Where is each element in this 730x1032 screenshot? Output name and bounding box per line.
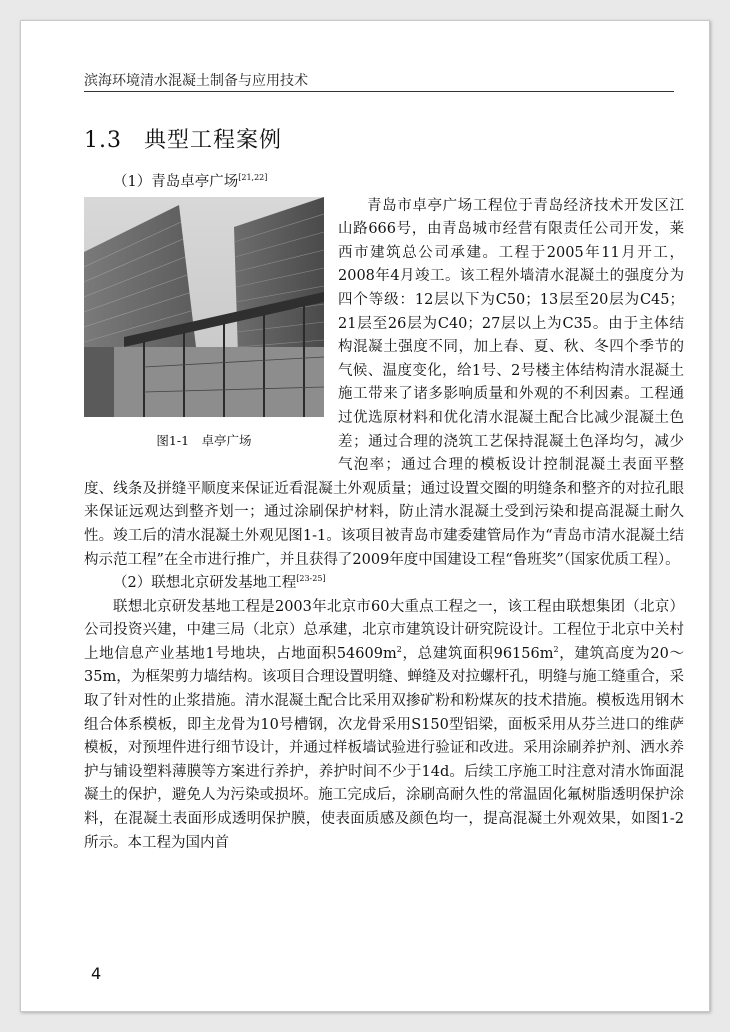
case1-reference: [21,22] bbox=[238, 173, 268, 183]
section-number: 1.3 bbox=[84, 128, 122, 153]
section-heading: 典型工程案例 bbox=[144, 128, 283, 153]
case2-reference: [23-25] bbox=[296, 574, 326, 584]
header-rule bbox=[84, 91, 674, 92]
zhuoting-plaza-photo bbox=[84, 197, 324, 417]
section-title bbox=[84, 123, 282, 154]
figure-1-1-caption: 图1-1 卓亭广场 bbox=[156, 432, 252, 448]
case2-heading: （2）联想北京研发基地工程[23-25] bbox=[113, 574, 326, 592]
running-header: 滨海环境清水混凝土制备与应用技术 bbox=[84, 73, 308, 89]
case1-paragraph: 图1-1 卓亭广场 青岛市卓亭广场工程位于青岛经济技术开发区江山路666号，由青岛城市经营有限责任公司开发，莱西市建筑总公司承建。工程于2005年11月开工，2008年4月竣工。该工程外墙清水混凝土的强度分为四个等级：12层以下为C50；13层至20层为C45；21层至26层为C40；27层以上为C35。由于主体结构混凝土强度不同，加上春、夏、秋、冬四个季节的气候、温度变化，给1号、2号楼主体结构清水混凝土施工带来了诸多影响质量和外观的不利因素。工程通过优选原材料和优化清水混凝土配合比减少混凝土色差；通过合理的浇筑工艺保持混凝土色泽均匀，减少气泡率；通过合理的模板设计控制混凝土表面平整度、线条及拼缝平顺度来保证近看混凝土外观质量；通过设置交圈的明缝条和整齐的对拉孔眼来保证远观达到整齐划一；通过涂刷保护材料，防止清水混凝土受到污染和提高混凝土耐久性。竣工后的清水混凝土外观见图1-1。该项目被青岛市建委建管局作为“青岛市清水混凝土结构示范工程”在全市进行推广，并且获得了2009年度中国建设工程“鲁班奖”（国家优质工程）。 bbox=[84, 197, 684, 568]
book-page bbox=[20, 20, 710, 1012]
case1-heading: （1）青岛卓亭广场[21,22] bbox=[113, 173, 268, 190]
page-number: 4 bbox=[91, 964, 102, 983]
figure-1-1 bbox=[84, 197, 324, 469]
body-text bbox=[84, 171, 684, 855]
case2-paragraph: 联想北京研发基地工程是2003年北京市60大重点工程之一，该工程由联想集团（北京）公司投资兴建，中建三局（北京）总承建，北京市建筑设计研究院设计。工程位于北京中关村上地信息产业基地1号地块，占地面积$54609m^2$，总建筑面积$96156m^2$，建筑高度为20～35m，为框架剪力墙结构。该项目合理设置明缝、蝉缝及对拉螺杆孔，明缝与施工缝重合，采取了针对性的止浆措施。清水混凝土配合比采用双掺矿粉和粉煤灰的技术措施。模板选用钢木组合体系模板，即主龙骨为10号槽钢，次龙骨采用S150型铝梁，面板采用从芬兰进口的维萨模板，对预埋件进行细节设计，并通过样板墙试验进行验证和改进。采用涂刷养护剂、洒水养护与铺设塑料薄膜等方案进行养护，养护时间不少于14d。后续工序施工时注意对清水饰面混凝土的保护，避免人为污染或损坏。施工完成后，涂刷高耐久性的常温固化氟树脂透明保护涂料，在混凝土表面形成透明保护膜，使表面质感及颜色均一，提高混凝土外观效果，如图1-2所示。本工程为国内首 bbox=[84, 598, 684, 851]
